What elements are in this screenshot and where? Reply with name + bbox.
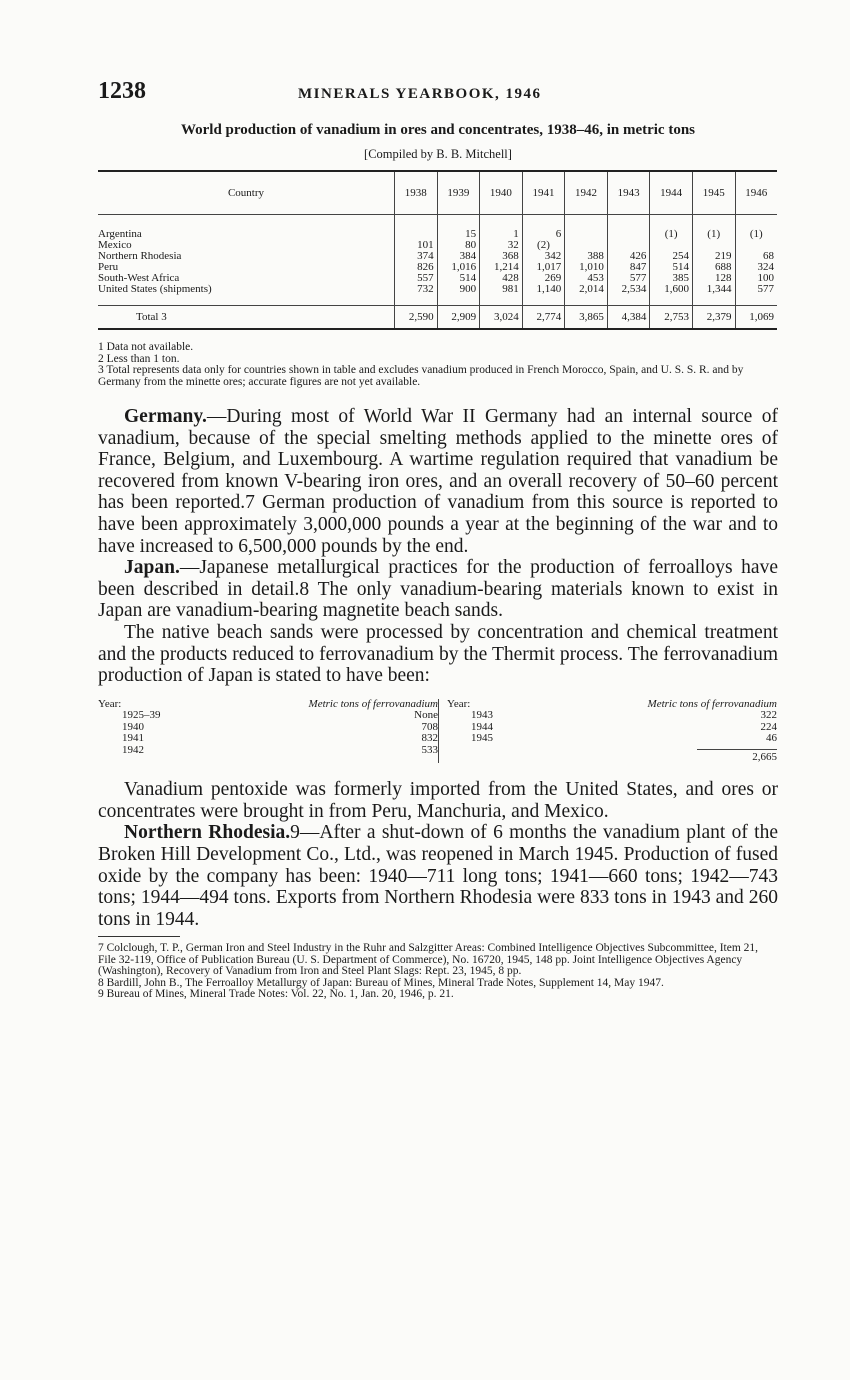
compiled-by: [Compiled by B. B. Mitchell] <box>364 147 512 161</box>
table-header-row <box>98 171 777 215</box>
ferro-table-right <box>438 699 777 764</box>
total-cell: 3,024 <box>480 306 523 330</box>
value-cell: 1,600 <box>650 284 693 306</box>
paragraph-germany <box>98 406 778 557</box>
ferro-row <box>98 710 438 722</box>
page-header <box>98 78 778 108</box>
value-cell: 428 <box>480 273 523 284</box>
year-header: 1938 <box>395 171 438 215</box>
value-cell: 68 <box>735 251 777 262</box>
value-cell: 557 <box>395 273 438 284</box>
table-row <box>98 284 777 306</box>
value-cell: 100 <box>735 273 777 284</box>
total-row <box>98 306 777 330</box>
ferro-year: 1925–39 <box>122 709 161 722</box>
germany-text: —During most of World War II Germany had an internal source of vanadium, because of the special smelting methods applied to the minette ores of France, Belgium, and Luxembourg. A wartime regulation required that vanadium be recovered from known V-bearing iron ores, and an overall recovery of 50–60 percent has been reported.7 German production of vanadium from this source is reported to have been approximately 3,000,000 pounds a year at the beginning of the war and to have increased to 6,500,000 pounds by the end. <box>98 406 778 557</box>
year-header: 1939 <box>437 171 480 215</box>
year-header: 1944 <box>650 171 693 215</box>
ferro-value: 322 <box>760 709 777 722</box>
value-cell: 1,214 <box>480 262 523 273</box>
value-cell: 1,017 <box>522 262 565 273</box>
value-cell: 732 <box>395 284 438 306</box>
year-header: 1943 <box>607 171 650 215</box>
page-number: 1238 <box>98 78 146 104</box>
ferro-row <box>447 710 777 722</box>
ferro-row <box>98 733 438 745</box>
value-cell: 514 <box>650 262 693 273</box>
rhodesia-text: 9—After a shut-down of 6 months the vanadium plant of the Broken Hill Development Co., Ltd., was reopened in March 1945. Production of fused oxide by the company has been: 1940—711 long tons; 1941—660 tons; 1942—743 tons; 1944—494 tons. Exports from Northern Rhodesia were 833 tons in 1943 and 260 tons in 1944. <box>98 822 778 930</box>
table-note: 2 Less than 1 ton. <box>98 352 180 365</box>
value-cell: 101 <box>395 240 438 251</box>
value-cell: 385 <box>650 273 693 284</box>
total-cell: 2,909 <box>437 306 480 330</box>
value-cell: (1) <box>735 215 777 241</box>
rhodesia-heading: Northern Rhodesia. <box>124 822 291 844</box>
value-cell: (1) <box>650 215 693 241</box>
unit-label: Metric tons of ferrovanadium <box>308 697 438 710</box>
value-cell: 15 <box>437 215 480 241</box>
value-cell: 6 <box>522 215 565 241</box>
ferro-year: 1942 <box>122 743 144 756</box>
total-cell: 2,590 <box>395 306 438 330</box>
value-cell: 426 <box>607 251 650 262</box>
value-cell: 826 <box>395 262 438 273</box>
ferro-value: 46 <box>766 732 777 745</box>
ferro-table-left <box>98 699 438 764</box>
country-header: Country <box>98 171 395 215</box>
ferro-table-header <box>447 699 777 711</box>
table-row <box>98 215 777 241</box>
year-header: 1941 <box>522 171 565 215</box>
value-cell: 577 <box>607 273 650 284</box>
footnote: 9 Bureau of Mines, Mineral Trade Notes: Vol. 22, No. 1, Jan. 20, 1946, p. 21. <box>98 988 454 1001</box>
total-cell: 1,069 <box>735 306 777 330</box>
year-header: 1945 <box>692 171 735 215</box>
ferro-year: 1940 <box>122 720 144 733</box>
paragraph-rhodesia <box>98 822 778 930</box>
value-cell: 368 <box>480 251 523 262</box>
value-cell: 2,534 <box>607 284 650 306</box>
total-cell: 3,865 <box>565 306 608 330</box>
country-cell: United States (shipments) <box>98 283 212 295</box>
ferro-total: 2,665 <box>697 749 777 764</box>
footnote: 8 Bardill, John B., The Ferroalloy Metallurgy of Japan: Bureau of Mines, Mineral Trade Notes, Supplement 14, May 1947. <box>98 976 664 989</box>
value-cell: (2) <box>522 240 565 251</box>
ferro-value: 832 <box>421 732 438 745</box>
total-cell: 4,384 <box>607 306 650 330</box>
table-note: 3 Total represents data only for countries shown in table and excludes vanadium produced in French Morocco, Spain, and U. S. S. R. and by Germany from the minette ores; accurate figures are not yet available. <box>98 364 744 388</box>
country-cell: Peru <box>98 261 119 273</box>
value-cell: (1) <box>692 215 735 241</box>
ferro-value: 708 <box>421 720 438 733</box>
paragraph-japan <box>98 557 778 622</box>
total-label: Total 3 <box>98 306 395 330</box>
ferro-year: 1941 <box>122 732 144 745</box>
running-title: MINERALS YEARBOOK, 1946 <box>298 86 542 102</box>
japan-text: —Japanese metallurgical practices for the production of ferroalloys have been described in detail.8 The only vanadium-bearing materials known to exist in Japan are vanadium-bearing magnetite beach sands. <box>98 557 778 622</box>
value-cell: 374 <box>395 251 438 262</box>
table-note: 1 Data not available. <box>98 341 194 353</box>
year-label: Year: <box>98 697 122 710</box>
year-label: Year: <box>447 697 471 710</box>
japan-heading: Japan. <box>124 557 180 579</box>
paragraph-pentoxide: Vanadium pentoxide was formerly imported from the United States, and ores or concentrates were brought in from Peru, Manchuria, and Mexico. <box>98 779 778 822</box>
table-title: World production of vanadium in ores and concentrates, 1938–46, in metric tons <box>180 122 696 138</box>
value-cell: 577 <box>735 284 777 306</box>
footnotes <box>98 943 778 1001</box>
ferro-row <box>447 733 777 745</box>
ferrovanadium-table <box>98 699 778 764</box>
country-cell: Argentina <box>98 228 142 240</box>
page <box>98 78 778 1001</box>
total-cell: 2,379 <box>692 306 735 330</box>
value-cell <box>607 215 650 241</box>
ferro-year: 1944 <box>471 720 493 733</box>
ferro-row <box>98 745 438 757</box>
ferro-year: 1943 <box>471 709 493 722</box>
total-cell: 2,753 <box>650 306 693 330</box>
value-cell: 688 <box>692 262 735 273</box>
ferro-value: 224 <box>760 720 777 733</box>
country-cell: Mexico <box>98 239 132 251</box>
value-cell: 900 <box>437 284 480 306</box>
paragraph-japan-2: The native beach sands were processed by concentration and chemical treatment and the products reduced to ferrovanadium by the Thermit process. The ferrovanadium production of Japan is stated to have been: <box>98 621 778 687</box>
value-cell: 1,016 <box>437 262 480 273</box>
year-header: 1942 <box>565 171 608 215</box>
year-header: 1940 <box>480 171 523 215</box>
value-cell: 847 <box>607 262 650 273</box>
value-cell: 128 <box>692 273 735 284</box>
value-cell: 1,010 <box>565 262 608 273</box>
country-cell: Northern Rhodesia <box>98 250 182 262</box>
value-cell: 981 <box>480 284 523 306</box>
value-cell: 514 <box>437 273 480 284</box>
ferro-year: 1945 <box>471 732 493 745</box>
value-cell: 1,140 <box>522 284 565 306</box>
value-cell: 342 <box>522 251 565 262</box>
value-cell: 269 <box>522 273 565 284</box>
footnote: 7 Colclough, T. P., German Iron and Steel Industry in the Ruhr and Salzgitter Areas: Combined Intelligence Objectives Subcommittee, Item 21, File 32-119, Office of Publication Bureau (U. S. Department of Commerce), No. 16720, 1945, 148 pp. Joint Intelligence Objectives Agency (Washington), Recovery of Vanadium from Iron and Steel Plant Slags: Rept. 23, 1945, 8 pp. <box>98 942 759 978</box>
value-cell <box>565 215 608 241</box>
ferro-row <box>98 722 438 734</box>
ferro-value: None <box>414 709 438 722</box>
value-cell: 384 <box>437 251 480 262</box>
year-header: 1946 <box>735 171 777 215</box>
value-cell: 254 <box>650 251 693 262</box>
body-text <box>98 406 778 687</box>
value-cell: 453 <box>565 273 608 284</box>
value-cell: 1,344 <box>692 284 735 306</box>
value-cell: 32 <box>480 240 523 251</box>
value-cell: 2,014 <box>565 284 608 306</box>
value-cell: 388 <box>565 251 608 262</box>
production-table <box>98 170 777 330</box>
germany-heading: Germany. <box>124 406 207 427</box>
table-notes <box>98 342 778 388</box>
value-cell <box>395 215 438 241</box>
footnote-rule <box>98 936 180 937</box>
value-cell: 80 <box>437 240 480 251</box>
country-cell: South-West Africa <box>98 272 180 284</box>
body-text-2 <box>98 779 778 930</box>
total-cell: 2,774 <box>522 306 565 330</box>
value-cell: 219 <box>692 251 735 262</box>
value-cell: 324 <box>735 262 777 273</box>
ferro-value: 533 <box>421 743 438 756</box>
unit-label: Metric tons of ferrovanadium <box>647 697 777 710</box>
value-cell: 1 <box>480 215 523 241</box>
ferro-row <box>447 722 777 734</box>
